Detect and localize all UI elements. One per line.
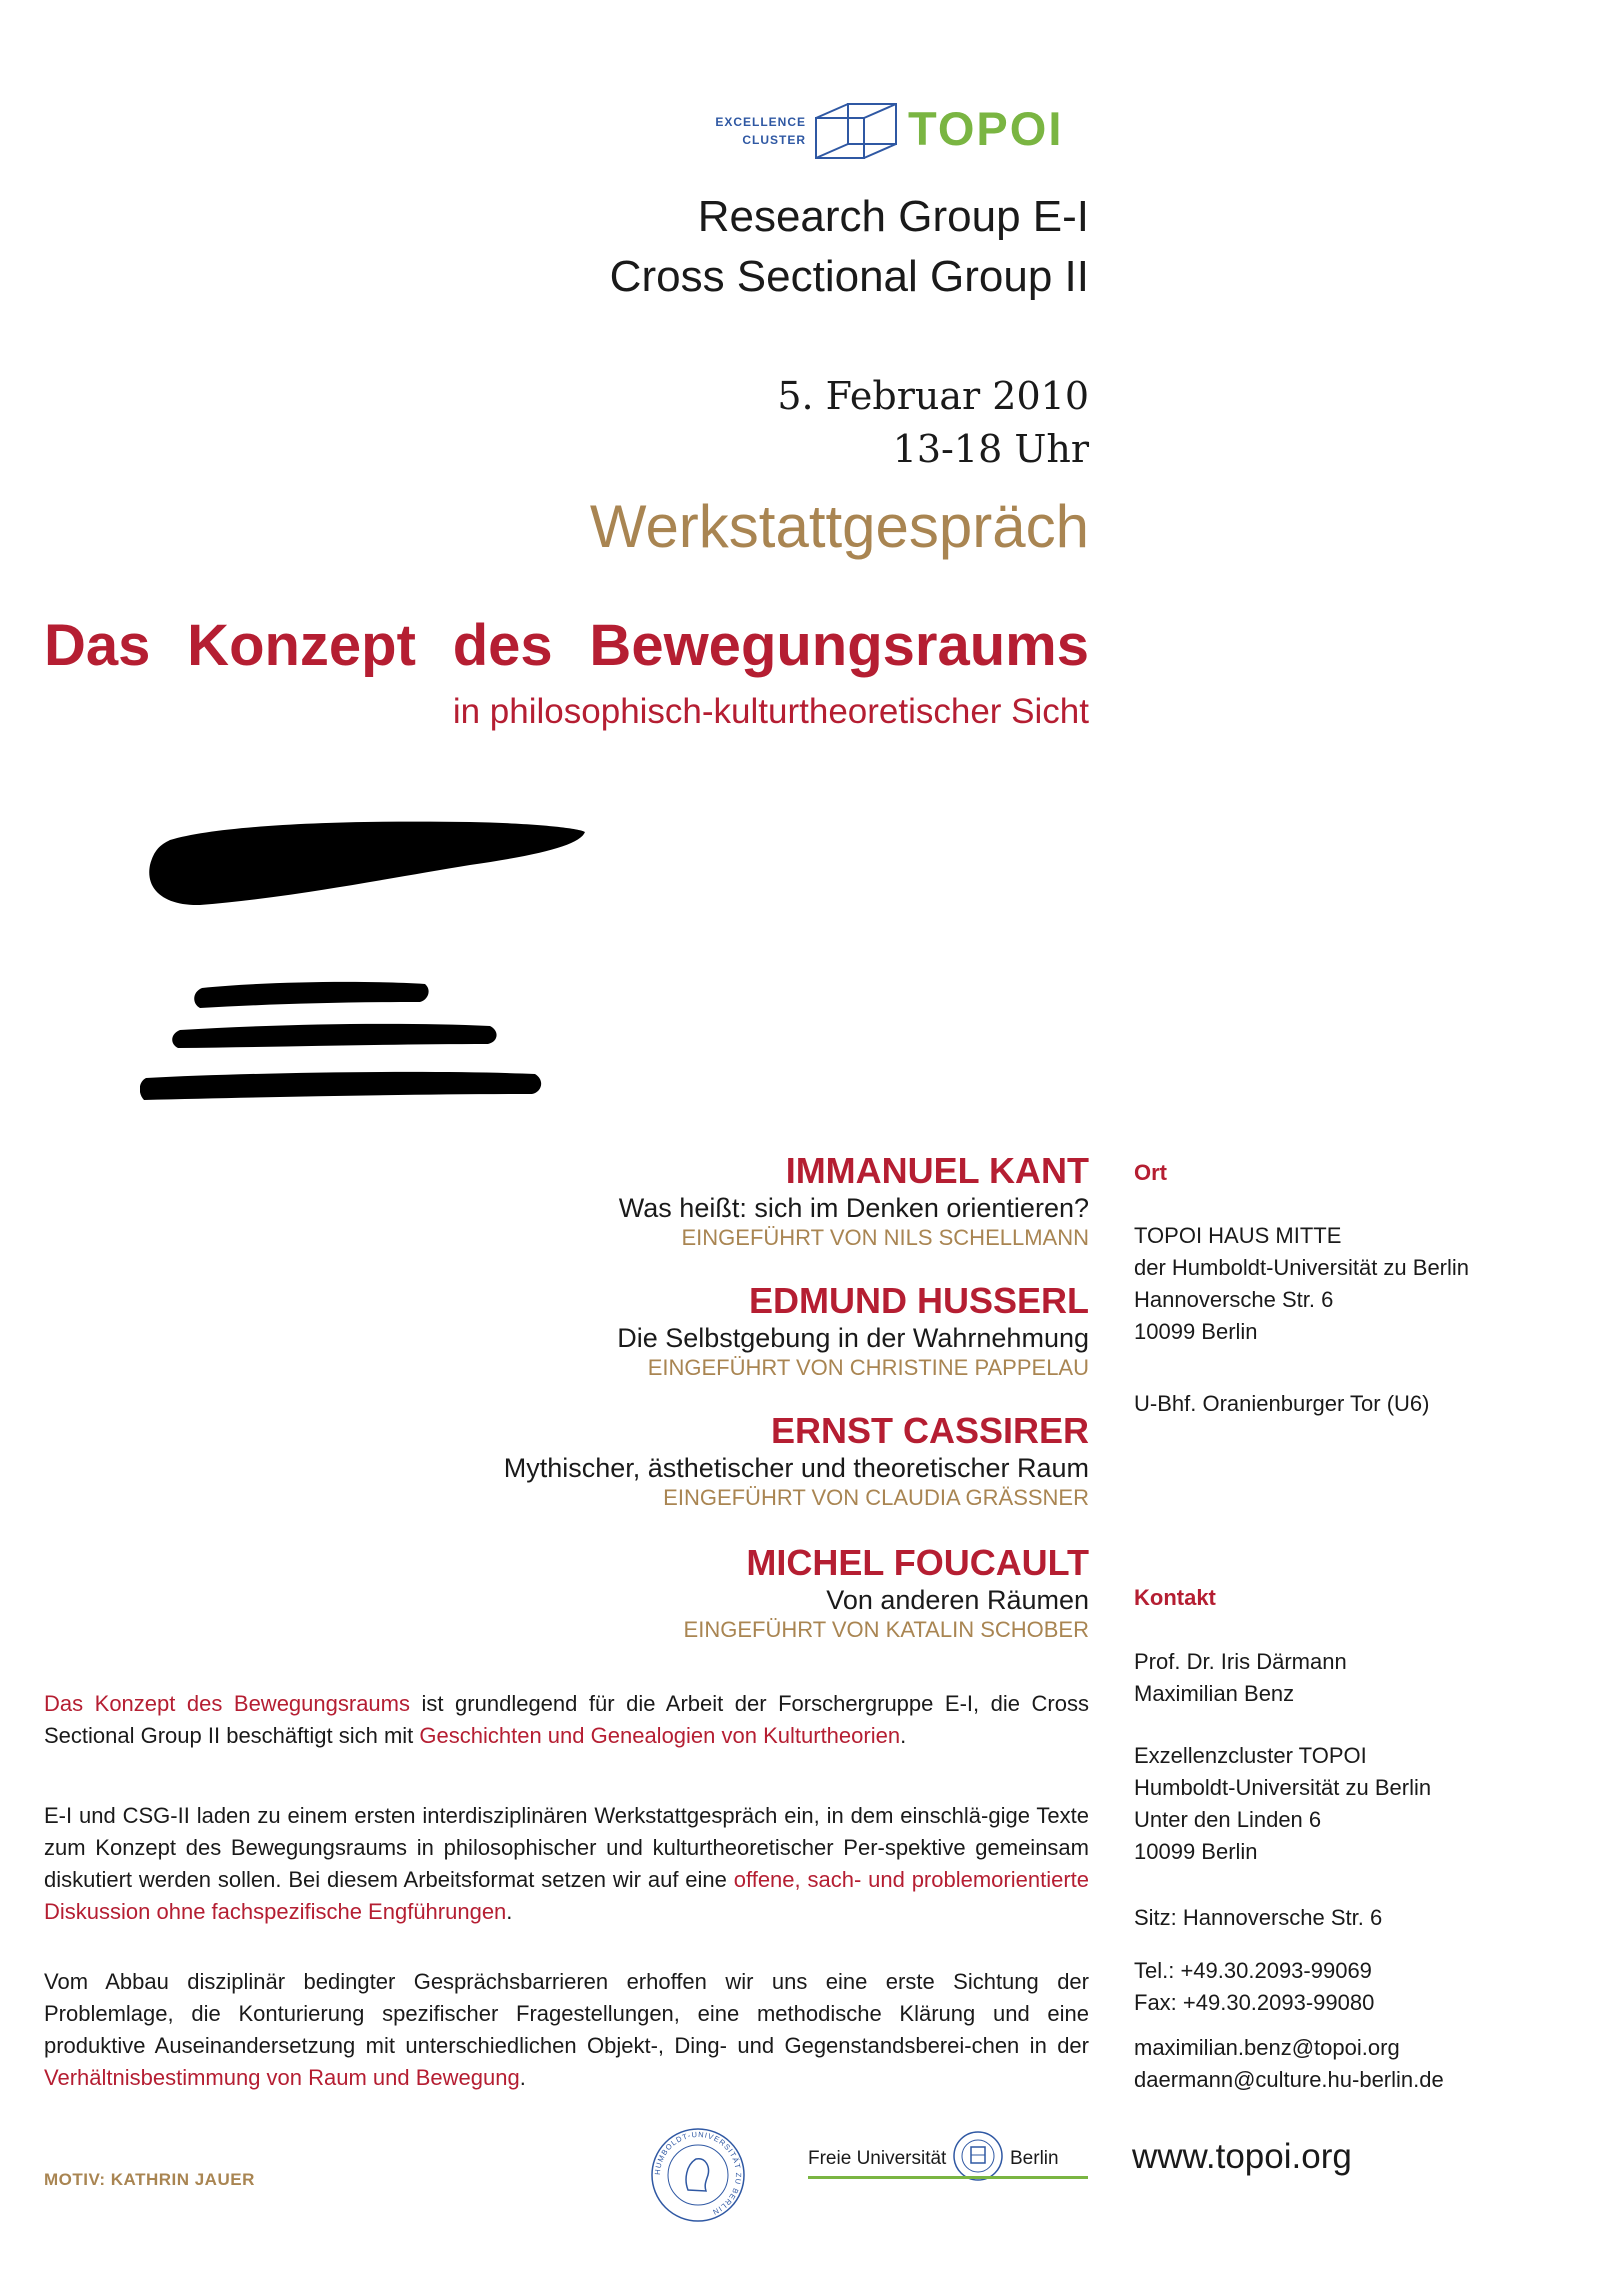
paragraph-text: . <box>506 1899 513 1924</box>
logo-excellence-text: EXCELLENCE <box>715 115 806 129</box>
paragraph-text: E-I und CSG-II laden zu einem ersten interdisziplinären Werkstattgespräch ein, in dem einschlä-gige Texte zum Konzept des Bewegungsraums in philosophischer und kulturtheoretischer Per-spektive gemeinsam diskutiert werden sollen. Bei diesem Arbeitsformat setzen wir auf eine <box>44 1803 1089 1892</box>
topoi-cube-icon <box>812 100 904 162</box>
hu-seal-icon <box>648 2125 748 2225</box>
speaker-topic: Mythischer, ästhetischer und theoretischer Raum <box>503 1453 1089 1483</box>
speaker-name: MICHEL FOUCAULT <box>746 1542 1089 1583</box>
kontakt-heading: Kontakt <box>1134 1585 1216 1610</box>
speaker-intro: EINGEFÜHRT VON KATALIN SCHOBER <box>683 1617 1089 1642</box>
freie-universitaet-logo <box>808 2130 1088 2190</box>
website-link[interactable]: www.topoi.org <box>1132 2137 1352 2176</box>
paragraph-text: Vom Abbau disziplinär bedingter Gesprächsbarrieren erhoffen wir uns eine erste Sichtung der Problemlage, die Konturierung spezifischer Fragestellungen, eine methodische Klärung und eine produktive Auseinandersetzung mit unterschiedlichen Objekt-, Ding- und Gegenstandsberei-chen in der <box>44 1969 1089 2058</box>
speaker-name: IMMANUEL KANT <box>785 1150 1089 1191</box>
event-type: Werkstattgespräch <box>589 493 1089 560</box>
kontakt-email[interactable]: maximilian.benz@topoi.org daermann@culture.hu-berlin.de <box>1134 2035 1444 2092</box>
fu-underline <box>808 2176 1088 2179</box>
event-date: 5. Februar 2010 <box>777 374 1089 418</box>
kontakt-names: Prof. Dr. Iris Därmann Maximilian Benz <box>1134 1649 1347 1706</box>
kontakt-phone: Tel.: +49.30.2093-99069 Fax: +49.30.2093-99080 <box>1134 1958 1375 2015</box>
kontakt-address: Exzellenzcluster TOPOI Humboldt-Universität zu Berlin Unter den Linden 6 10099 Berlin <box>1134 1743 1432 1864</box>
logo-wordmark: TOPOI <box>908 102 1064 155</box>
group-line-1: Research Group E-I <box>697 192 1089 241</box>
highlight-text: Geschichten und Genealogien von Kulturtheorien <box>419 1723 901 1748</box>
speaker-kant <box>189 1150 1089 1252</box>
speaker-intro: EINGEFÜHRT VON CHRISTINE PAPPELAU <box>647 1355 1089 1380</box>
speaker-intro: EINGEFÜHRT VON CLAUDIA GRÄSSNER <box>663 1485 1089 1510</box>
hu-ring-text: HUMBOLDT-UNIVERSITÄT ZU BERLIN <box>652 2129 744 2218</box>
speaker-intro: EINGEFÜHRT VON NILS SCHELLMANN <box>681 1225 1089 1250</box>
speaker-topic: Die Selbstgebung in der Wahrnehmung <box>617 1323 1089 1353</box>
speaker-cassirer <box>189 1410 1089 1512</box>
topoi-logo <box>700 100 1090 160</box>
paragraph-text: ist grundlegend für die Arbeit der Forschergruppe E-I, die Cross Sectional Group II beschäftigt sich mit <box>44 1691 1089 1748</box>
page-subtitle: in philosophisch-kulturtheoretischer Sicht <box>452 692 1089 731</box>
motif-credit: MOTIV: KATHRIN JAUER <box>44 2170 255 2189</box>
logo-cluster-text: CLUSTER <box>742 133 806 147</box>
speaker-husserl <box>189 1280 1089 1382</box>
paragraph-text: . <box>519 2065 526 2090</box>
body-paragraph-2 <box>44 1800 1089 1928</box>
body-paragraph-3 <box>44 1966 1089 2094</box>
fu-wordmark-right: Berlin <box>1010 2148 1059 2169</box>
speaker-topic: Was heißt: sich im Denken orientieren? <box>618 1193 1089 1223</box>
ort-heading: Ort <box>1134 1160 1167 1185</box>
humboldt-university-seal <box>648 2125 748 2225</box>
ort-address: TOPOI HAUS MITTE der Humboldt-Universität zu Berlin Hannoversche Str. 6 10099 Berlin <box>1134 1223 1470 1344</box>
highlight-text: offene, sach- und problemorientierte Diskussion ohne fachspezifische Engführungen <box>44 1867 1090 1924</box>
fu-seal-icon <box>952 2130 1004 2182</box>
kontakt-seat: Sitz: Hannoversche Str. 6 <box>1134 1905 1383 1930</box>
ort-transit: U-Bhf. Oranienburger Tor (U6) <box>1134 1391 1430 1416</box>
svg-text:HUMBOLDT-UNIVERSITÄT ZU BERLIN <box>653 2130 743 2217</box>
paragraph-text: . <box>900 1723 907 1748</box>
fu-wordmark-left: Freie Universität <box>808 2148 947 2169</box>
body-paragraph-1 <box>44 1688 1089 1752</box>
event-time: 13-18 Uhr <box>892 427 1089 471</box>
page-title: Das Konzept des Bewegungsraums <box>44 613 1089 678</box>
group-line-2: Cross Sectional Group II <box>609 252 1089 301</box>
speaker-topic: Von anderen Räumen <box>826 1585 1089 1615</box>
brush-motif-image <box>140 810 660 1110</box>
speaker-name: EDMUND HUSSERL <box>748 1280 1089 1321</box>
speaker-foucault <box>189 1542 1089 1644</box>
speaker-name: ERNST CASSIRER <box>770 1410 1089 1451</box>
highlight-text: Verhältnisbestimmung von Raum und Bewegung <box>44 2065 520 2090</box>
highlight-text: Das Konzept des Bewegungsraums <box>44 1691 410 1716</box>
